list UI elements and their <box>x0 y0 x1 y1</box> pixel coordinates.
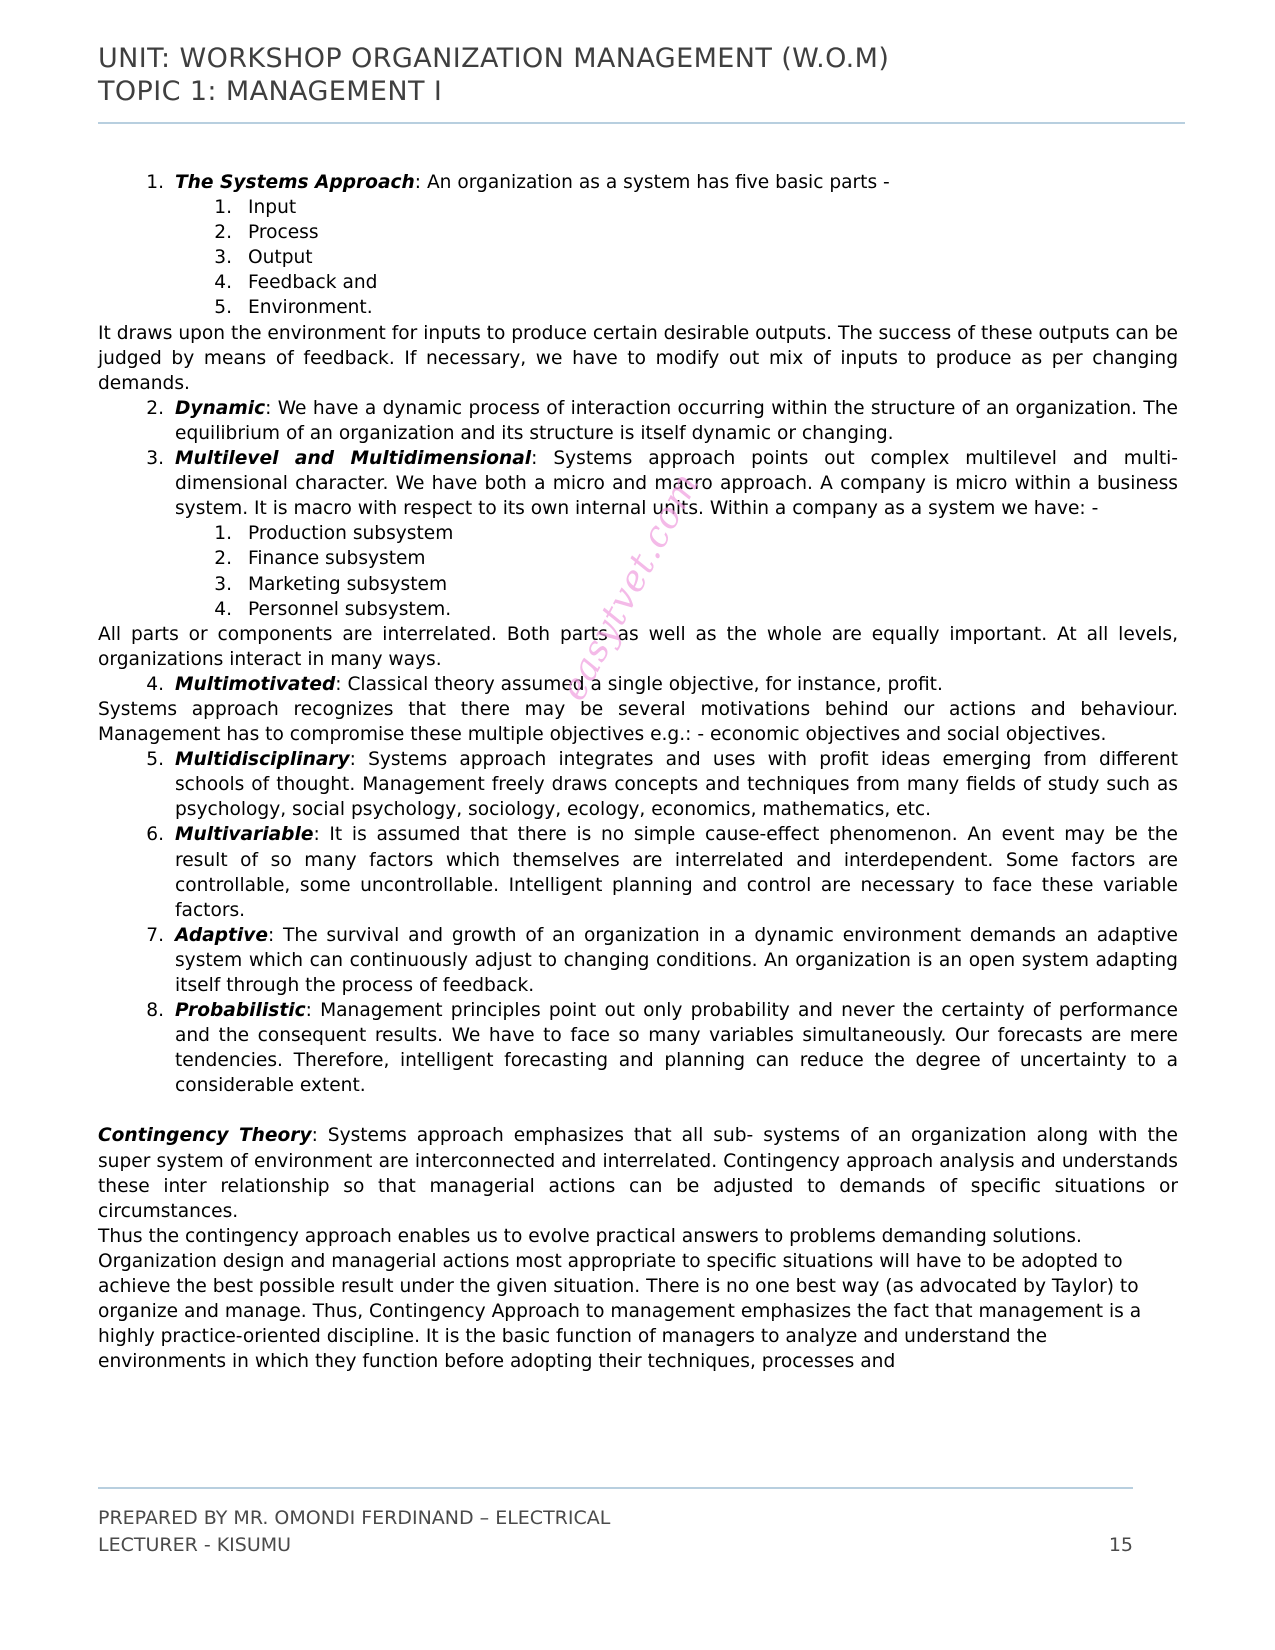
header-divider <box>98 122 1185 124</box>
list-item-dynamic <box>98 396 1178 446</box>
list-item-label: Environment. <box>248 297 373 319</box>
item-text: : We have a dynamic process of interaction occurring within the structure of an organization. The equilibrium of an organization and its structure is itself dynamic or changing. <box>175 397 1178 444</box>
item-text: : Systems approach points out complex multilevel and multi-dimensional character. We have both a micro and macro approach. A company is micro within a business system. It is macro with respect to its own internal units. Within a company as a system we have: - <box>175 448 1178 520</box>
list-item-label: Finance subsystem <box>248 548 426 570</box>
list-item-label: Output <box>248 247 313 269</box>
list-item <box>98 195 1178 220</box>
header-title-line-1: UNIT: WORKSHOP ORGANIZATION MANAGEMENT (W.O.M) <box>98 43 890 74</box>
list-item <box>98 521 1178 546</box>
list-item <box>98 546 1178 571</box>
list-number: 2. <box>146 397 164 419</box>
list-item-label: Marketing subsystem <box>248 573 448 595</box>
term-label: The Systems Approach <box>175 172 415 193</box>
list-number: 1. <box>214 197 232 219</box>
item-text: : Classical theory assumed a single objective, for instance, profit. <box>335 673 943 695</box>
list-item <box>98 597 1178 622</box>
list-number: 5. <box>214 297 232 319</box>
page-header <box>98 42 1183 108</box>
term-label: Multidisciplinary <box>175 749 350 771</box>
watermark-easytvet: easytvet.com <box>553 465 708 708</box>
list-item-multimotivated <box>98 672 1178 697</box>
list-number: 7. <box>146 924 164 946</box>
footer-bottom-row <box>98 1532 1133 1559</box>
list-item <box>98 270 1178 295</box>
item-text: : Systems approach integrates and uses with profit ideas emerging from different schools of thought. Management freely draws concepts and techniques from many fields of study such as psychology, social psychology, sociology, ecology, economics, mathematics, etc. <box>175 749 1178 821</box>
term-label: Multivariable <box>175 824 314 846</box>
footer-prepared-by-line-2: LECTURER - KISUMU <box>98 1534 292 1556</box>
term-label: Multimotivated <box>175 673 336 695</box>
list-item-label: Production subsystem <box>248 523 454 545</box>
item-text: : Systems approach emphasizes that all sub- systems of an organization along with the super system of environment are interconnected and interrelated. Contingency approach analysis and understands these inter relationship so that managerial actions can be adjusted to demands of specific situations or circumstances. <box>98 1125 1178 1222</box>
list-item <box>98 295 1178 320</box>
list-number: 2. <box>214 548 232 570</box>
list-number: 4. <box>214 598 232 620</box>
list-item-label: Process <box>248 222 319 244</box>
page-number: 15 <box>1108 1534 1133 1556</box>
list-number: 6. <box>146 824 164 846</box>
paragraph-contingency-theory <box>98 1123 1178 1223</box>
term-label: Multilevel and Multidimensional <box>175 448 532 470</box>
list-item-label: Feedback and <box>248 272 378 294</box>
item-text: : It is assumed that there is no simple cause-effect phenomenon. An event may be the result of so many factors which themselves are interrelated and interdependent. Some factors are controllable, some uncontrollable. Intelligent planning and control are necessary to face these variable factors. <box>175 824 1178 921</box>
list-number: 3. <box>214 573 232 595</box>
list-item-probabilistic <box>98 998 1178 1098</box>
list-item-adaptive <box>98 923 1178 998</box>
list-number: 5. <box>146 749 164 771</box>
footer-divider <box>98 1487 1133 1489</box>
list-number: 4. <box>146 673 164 695</box>
term-label: Probabilistic <box>175 1000 306 1022</box>
paragraph-draws-upon-environment: It draws upon the environment for inputs to produce certain desirable outputs. The success of these outputs can be judged by means of feedback. If necessary, we have to modify out mix of inputs to produce as per changing demands. <box>98 322 1178 394</box>
page-footer <box>98 1505 1133 1559</box>
list-item-label: Personnel subsystem. <box>248 598 452 620</box>
paragraph-systems-approach-recognizes: Systems approach recognizes that there may be several motivations behind our actions and behaviour. Management has to compromise these multiple objectives e.g.: - economic objectives and social objectives. <box>98 698 1178 746</box>
item-text: : The survival and growth of an organization in a dynamic environment demands an adaptive system which can continuously adjust to changing conditions. An organization is an open system adapting itself through the process of feedback. <box>175 924 1178 996</box>
subsystems-list <box>98 521 1178 621</box>
term-label: Adaptive <box>175 924 268 946</box>
list-item-systems-approach <box>98 170 1178 195</box>
system-parts-list <box>98 195 1178 320</box>
footer-prepared-by-line-1: PREPARED BY MR. OMONDI FERDINAND – ELECTRICAL <box>98 1507 611 1529</box>
item-text: : Management principles point out only probability and never the certainty of performance and the consequent results. We have to face so many variables simultaneously. Our forecasts are mere tendencies. Therefore, intelligent forecasting and planning can reduce the degree of uncertainty to a considerable extent. <box>175 1000 1178 1097</box>
paragraph-contingency-approach-conclusion: Thus the contingency approach enables us to evolve practical answers to problems demanding solutions. Organization design and managerial actions most appropriate to specific situations will have to be adopted to achieve the best possible result under the given situation. There is no one best way (as advocated by Taylor) to organize and manage. Thus, Contingency Approach to management emphasizes the fact that management is a highly practice-oriented discipline. It is the basic function of managers to analyze and understand the environments in which they function before adopting their techniques, processes and <box>98 1225 1142 1373</box>
term-label: Contingency Theory <box>98 1125 312 1147</box>
list-item-multivariable <box>98 822 1178 922</box>
list-number: 3. <box>146 448 164 470</box>
list-number: 1. <box>214 523 232 545</box>
systems-approach-list <box>98 170 1178 195</box>
document-body <box>98 170 1178 1374</box>
paragraph-all-parts-interrelated: All parts or components are interrelated. Both parts as well as the whole are equally important. At all levels, organizations interact in many ways. <box>98 623 1178 670</box>
list-item-multidisciplinary <box>98 747 1178 822</box>
list-item-multilevel-multidimensional <box>98 446 1178 521</box>
list-number: 8. <box>146 1000 164 1022</box>
list-item <box>98 572 1178 597</box>
header-title-line-2: TOPIC 1: MANAGEMENT I <box>98 76 443 107</box>
section-spacer <box>98 1098 1178 1123</box>
remaining-characteristics-list <box>98 747 1178 1098</box>
list-item-label: Input <box>248 197 297 219</box>
multimotivated-list <box>98 672 1178 697</box>
list-number: 3. <box>214 247 232 269</box>
item-text: : An organization as a system has five basic parts - <box>414 172 890 193</box>
list-number: 4. <box>214 272 232 294</box>
dynamic-multilevel-list <box>98 396 1178 521</box>
list-item <box>98 220 1178 245</box>
list-number: 1. <box>146 172 164 193</box>
term-label: Dynamic <box>175 397 266 419</box>
list-number: 2. <box>214 222 232 244</box>
list-item <box>98 245 1178 270</box>
